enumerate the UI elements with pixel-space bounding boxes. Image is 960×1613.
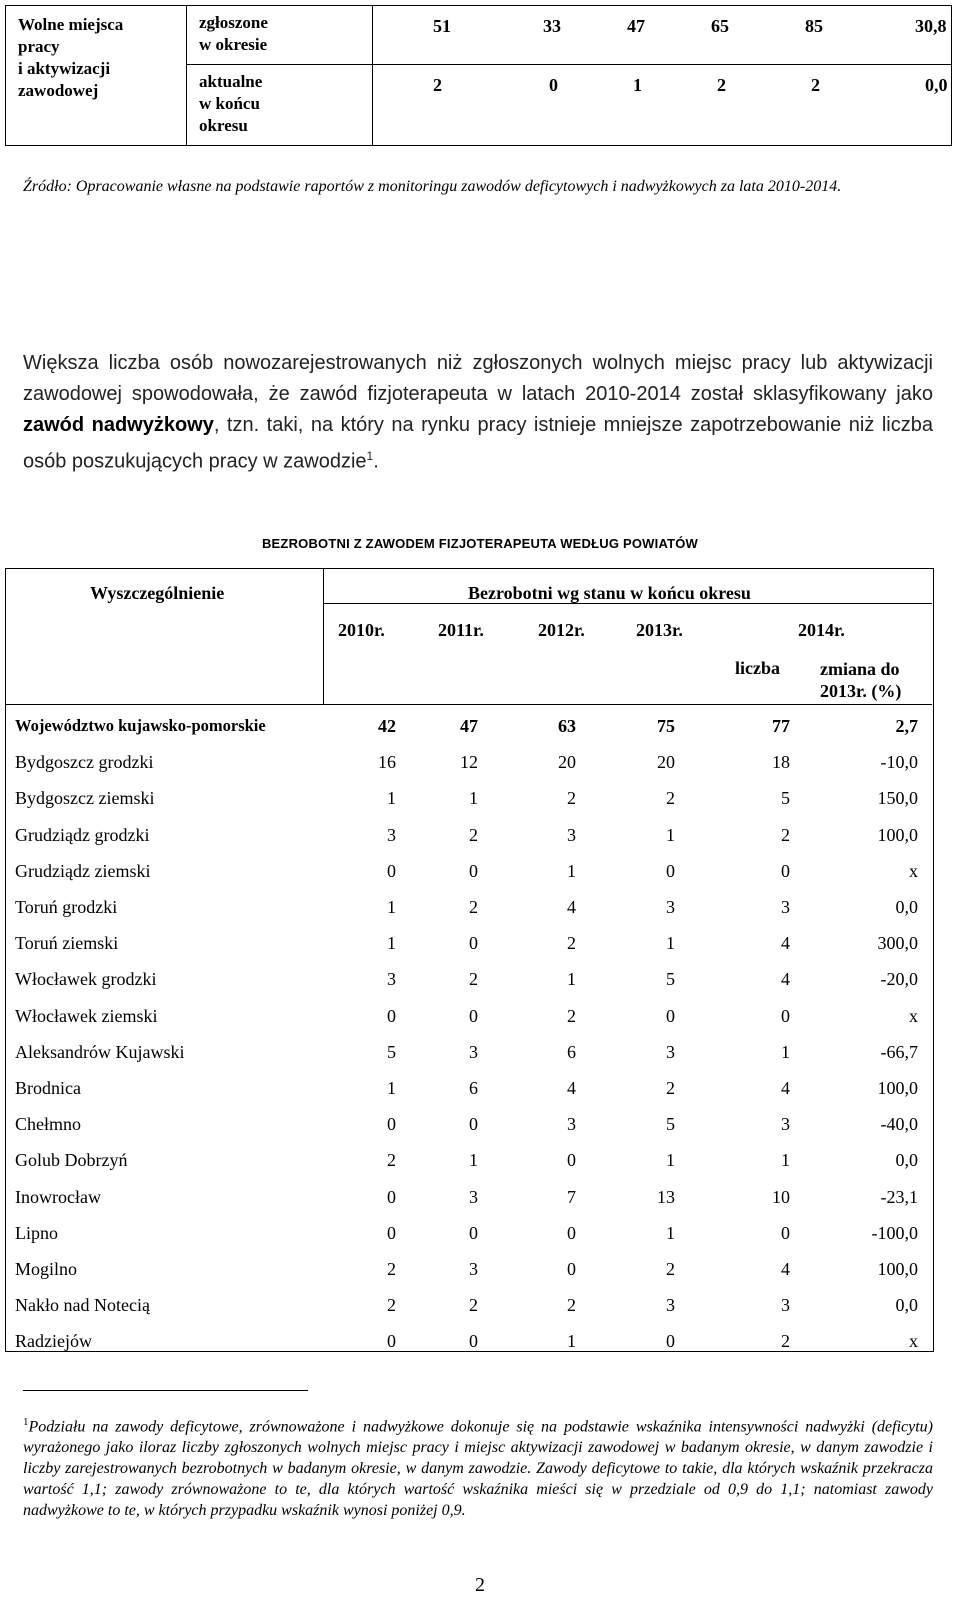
table-cell: 3: [666, 1295, 675, 1315]
values-row: [373, 6, 951, 34]
table-cell: -10,0: [880, 752, 918, 772]
value: 1: [633, 75, 642, 95]
table-cell: 5: [387, 1042, 396, 1062]
table-cell: 3: [781, 897, 790, 917]
value: 65: [711, 16, 729, 36]
label-line: zgłoszone: [199, 13, 268, 32]
footnote: [23, 1412, 933, 1521]
row-label: Mogilno: [15, 1259, 78, 1279]
row-label: Toruń ziemski: [15, 933, 119, 953]
row-label: Lipno: [15, 1223, 58, 1243]
table-cell: 100,0: [877, 1078, 918, 1098]
supply-table: [5, 5, 952, 146]
table-cell: 1: [666, 825, 675, 845]
table-cell: 0: [469, 1006, 478, 1026]
table-cell: 0: [469, 861, 478, 881]
row-label: Brodnica: [15, 1078, 81, 1098]
table-cell: 3: [666, 1042, 675, 1062]
label-line: i aktywizacji: [18, 59, 111, 78]
table-cell: 1: [666, 933, 675, 953]
table-cell: 0: [469, 1331, 478, 1351]
row-label: Toruń grodzki: [15, 897, 118, 917]
row-label: Chełmno: [15, 1114, 81, 1134]
value: 30,8: [915, 16, 947, 36]
label-line: okresu: [199, 116, 248, 135]
reported-label: [187, 6, 373, 65]
table-cell: 2: [469, 897, 478, 917]
label-line: w końcu: [199, 94, 260, 113]
label-line: Wolne miejsca: [18, 15, 124, 34]
table-cell: 2: [567, 788, 576, 808]
footnote-text: Podziału na zawody deficytowe, zrównoważone i nadwyżkowe dokonuje się na podstawie wskaźnika intensywności nadwyżki (deficytu) wyrażonego jako iloraz liczby zgłoszonych wolnych miejsc pracy i miejsc aktywizacji zawodowej w badanym okresie, w danym zawodzie i liczby zarejestrowanych bezrobotnych w badanym okresie, w danym zawodzie. Zawody deficytowe to takie, dla których wskaźnik przekracza wartość 1,1; zawody zrównoważone to te, dla których wartość wskaźnika mieści się w przedziale od 0,9 do 1,1; natomiast zawody nadwyżkowe to te, w których przypadku wskaźnik wynosi poniżej 0,9.: [23, 1418, 933, 1520]
table-cell: 20: [558, 752, 576, 772]
table-cell: 0: [567, 1259, 576, 1279]
current-values: [373, 65, 952, 146]
table-cell: x: [909, 1331, 918, 1351]
table-cell: 75: [657, 716, 675, 736]
table-cell: 42: [378, 716, 396, 736]
row-label: Grudziądz ziemski: [15, 861, 151, 881]
footnote-marker: 1: [23, 1416, 29, 1428]
table-cell: 1: [387, 1078, 396, 1098]
job-offers-label: [6, 6, 187, 146]
label-line: 2013r. (%): [820, 681, 902, 701]
table-cell: 0: [469, 1223, 478, 1243]
table-title: BEZROBOTNI Z ZAWODEM FIZJOTERAPEUTA WEDŁUG POWIATÓW: [261, 536, 699, 551]
row-label: Włocławek grodzki: [15, 969, 157, 989]
table-cell: 0: [387, 861, 396, 881]
table-cell: 2: [666, 788, 675, 808]
table-cell: 10: [772, 1187, 790, 1207]
table-cell: x: [909, 1006, 918, 1026]
table-cell: 2,7: [895, 716, 918, 736]
label-line: pracy: [18, 37, 60, 56]
table-cell: 2: [387, 1150, 396, 1170]
table-cell: 1: [469, 1150, 478, 1170]
table-cell: 0: [469, 1114, 478, 1134]
page-number: 2: [475, 1574, 485, 1596]
table-cell: 1: [781, 1150, 790, 1170]
table-cell: 2: [666, 1078, 675, 1098]
values-row: [373, 65, 951, 93]
paragraph-bold: zawód nadwyżkowy: [23, 414, 214, 436]
year-header: 2013r.: [636, 620, 683, 640]
table-cell: 2: [387, 1295, 396, 1315]
year-header: 2014r.: [798, 620, 845, 640]
table-cell: 4: [781, 1078, 790, 1098]
year-header: 2012r.: [538, 620, 585, 640]
row-label: Bydgoszcz grodzki: [15, 752, 154, 772]
table-cell: -40,0: [880, 1114, 918, 1134]
table-cell: 3: [469, 1042, 478, 1062]
table-cell: 4: [781, 1259, 790, 1279]
row-label: Włocławek ziemski: [15, 1006, 158, 1026]
row-label: Aleksandrów Kujawski: [15, 1042, 185, 1062]
table-cell: 1: [567, 1331, 576, 1351]
value: 2: [811, 75, 820, 95]
table-cell: 5: [781, 788, 790, 808]
table-cell: 18: [772, 752, 790, 772]
table-cell: 1: [387, 788, 396, 808]
table-cell: 5: [666, 1114, 675, 1134]
table-cell: 2: [567, 1295, 576, 1315]
footnote-separator: [23, 1390, 308, 1391]
table-cell: 5: [666, 969, 675, 989]
table-cell: 300,0: [877, 933, 918, 953]
table-cell: 12: [460, 752, 478, 772]
row-label: Grudziądz grodzki: [15, 825, 150, 845]
value: 0: [549, 75, 558, 95]
table-cell: 77: [772, 716, 790, 736]
value: 0,0: [925, 75, 948, 95]
row-label: Nakło nad Notecią: [15, 1295, 150, 1315]
label-line: w okresie: [199, 35, 268, 54]
table-cell: 1: [387, 933, 396, 953]
row-label: Województwo kujawsko-pomorskie: [15, 716, 266, 735]
sub-header-change: [820, 658, 901, 702]
table-cell: -66,7: [880, 1042, 918, 1062]
body-paragraph: [23, 348, 933, 478]
table-cell: 0: [387, 1223, 396, 1243]
table-cell: 47: [460, 716, 478, 736]
table-cell: 0,0: [895, 1295, 918, 1315]
table-cell: 2: [469, 825, 478, 845]
table-cell: 0: [567, 1223, 576, 1243]
paragraph-text: Większa liczba osób nowozarejestrowanych niż zgłoszonych wolnych miejsc pracy lub aktywizacji zawodowej spowodowała, że zawód fizjoterapeuta w latach 2010-2014 został sklasyfikowany jako: [23, 352, 933, 405]
table-cell: 3: [666, 897, 675, 917]
table-cell: 1: [666, 1223, 675, 1243]
table-cell: x: [909, 861, 918, 881]
table-cell: 1: [567, 861, 576, 881]
table-cell: 4: [567, 1078, 576, 1098]
table-cell: 13: [657, 1187, 675, 1207]
table-cell: 3: [387, 825, 396, 845]
table-cell: 3: [567, 1114, 576, 1134]
value: 2: [717, 75, 726, 95]
table-cell: 4: [567, 897, 576, 917]
row-label: Golub Dobrzyń: [15, 1150, 128, 1170]
table-cell: 100,0: [877, 1259, 918, 1279]
table-cell: 0: [567, 1150, 576, 1170]
year-header: 2011r.: [438, 620, 484, 640]
table-cell: 3: [781, 1114, 790, 1134]
table-cell: -100,0: [871, 1223, 918, 1243]
table-cell: 3: [567, 825, 576, 845]
table-cell: 2: [666, 1259, 675, 1279]
table-cell: 16: [378, 752, 396, 772]
table-cell: 0,0: [895, 897, 918, 917]
table-cell: 0: [781, 861, 790, 881]
table-cell: 0: [387, 1187, 396, 1207]
table-cell: 0: [387, 1114, 396, 1134]
reported-values: [373, 6, 952, 65]
table-cell: 7: [567, 1187, 576, 1207]
row-label: Inowrocław: [15, 1187, 101, 1207]
footnote-ref[interactable]: 1: [366, 449, 374, 463]
value: 51: [433, 16, 451, 36]
paragraph-text: , tzn. taki, na który na rynku pracy istnieje mniejsze zapotrzebowanie niż liczba osób poszukujących pracy w zawodzie: [23, 414, 933, 473]
table-cell: 1: [666, 1150, 675, 1170]
current-label: [187, 65, 373, 146]
row-label: Radziejów: [15, 1331, 92, 1351]
table-cell: 4: [781, 933, 790, 953]
source-note: Źródło: Opracowanie własne na podstawie raportów z monitoringu zawodów deficytowych i nadwyżkowych za lata 2010-2014.: [23, 178, 842, 195]
table-cell: 20: [657, 752, 675, 772]
col-header-group: Bezrobotni wg stanu w końcu okresu: [468, 583, 751, 603]
table-cell: 1: [781, 1042, 790, 1062]
table-cell: 2: [567, 1006, 576, 1026]
sub-header-count: liczba: [735, 658, 780, 678]
table-cell: 63: [558, 716, 576, 736]
table-cell: 0: [781, 1223, 790, 1243]
table-cell: 3: [781, 1295, 790, 1315]
table-cell: 0: [469, 933, 478, 953]
label-line: zmiana do: [820, 659, 900, 679]
table-cell: 0: [387, 1331, 396, 1351]
table-cell: 0: [666, 861, 675, 881]
table-cell: 0: [666, 1331, 675, 1351]
value: 2: [433, 75, 442, 95]
table-cell: 3: [469, 1259, 478, 1279]
table-cell: 3: [469, 1187, 478, 1207]
table-cell: 2: [387, 1259, 396, 1279]
value: 85: [805, 16, 823, 36]
table-cell: 6: [469, 1078, 478, 1098]
value: 33: [543, 16, 561, 36]
row-label: Bydgoszcz ziemski: [15, 788, 155, 808]
table-cell: 2: [781, 825, 790, 845]
label-line: zawodowej: [18, 81, 99, 100]
table-cell: 2: [469, 1295, 478, 1315]
table-cell: 0: [781, 1006, 790, 1026]
table-cell: 1: [567, 969, 576, 989]
table-cell: 2: [567, 933, 576, 953]
divider: [5, 704, 932, 705]
col-header-left: Wyszczególnienie: [90, 583, 225, 603]
table-cell: 0: [387, 1006, 396, 1026]
table-cell: 2: [469, 969, 478, 989]
table-cell: 0: [666, 1006, 675, 1026]
table-cell: 100,0: [877, 825, 918, 845]
table-cell: 0,0: [895, 1150, 918, 1170]
table-cell: 2: [781, 1331, 790, 1351]
table-cell: 150,0: [877, 788, 918, 808]
divider: [323, 568, 324, 704]
label-line: aktualne: [199, 72, 263, 91]
year-header: 2010r.: [338, 620, 385, 640]
table-cell: 1: [387, 897, 396, 917]
table-cell: 4: [781, 969, 790, 989]
table-cell: -20,0: [880, 969, 918, 989]
table-cell: 3: [387, 969, 396, 989]
table-cell: 1: [469, 788, 478, 808]
table-cell: -23,1: [880, 1187, 918, 1207]
paragraph-text: .: [373, 450, 379, 473]
value: 47: [627, 16, 645, 36]
table-cell: 6: [567, 1042, 576, 1062]
